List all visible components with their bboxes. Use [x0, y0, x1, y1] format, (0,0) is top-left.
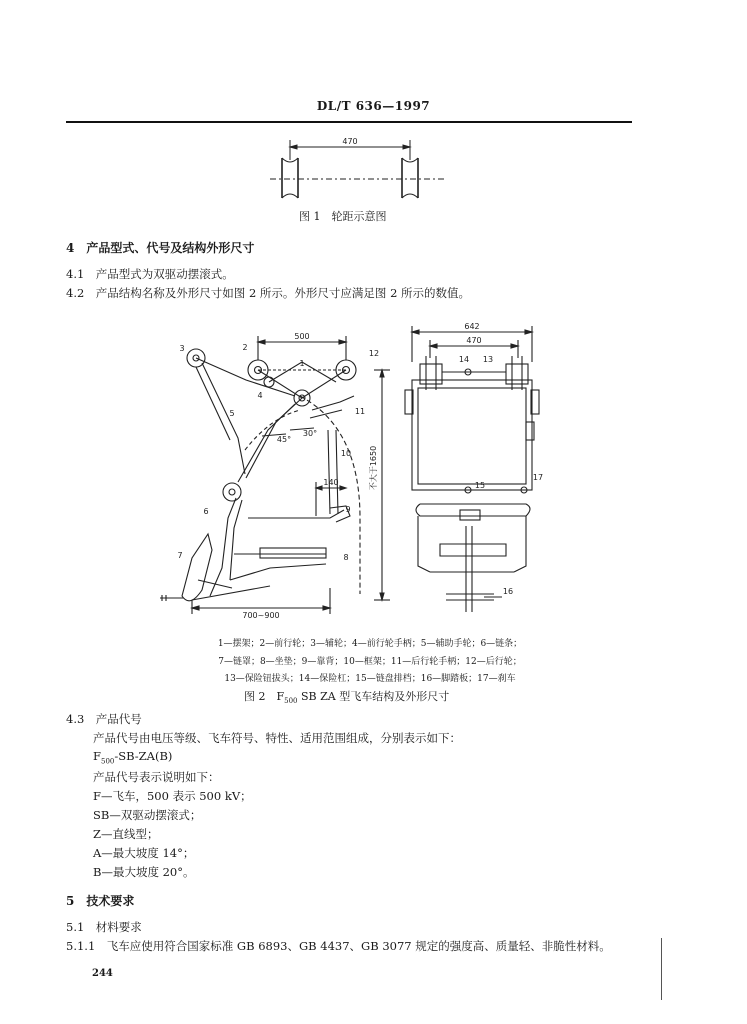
section5-heading: 5 技术要求: [66, 894, 135, 908]
callout-12: 12: [368, 349, 380, 358]
dim-45deg: 45°: [276, 435, 292, 444]
figure2-legend-line-1: 1—摆架；2—前行轮；3—辅轮；4—前行轮手柄；5—辅助手轮；6—链条；: [217, 639, 523, 649]
section4-3-heading: 4.3 产品代号: [66, 712, 142, 726]
callout-17: 17: [532, 473, 544, 482]
section4-3-line-7: B—最大坡度 20°。: [93, 865, 195, 879]
product-code-suffix: -SB-ZA(B): [114, 749, 173, 763]
figure2-legend-line-2: 7—链罩；8—坐垫；9—靠背；10—框架；11—后行轮手柄；12—后行轮；: [218, 657, 522, 667]
section4-1-text: 4.1 产品型式为双驱动摆滚式。: [66, 267, 234, 281]
callout-13: 13: [482, 355, 494, 364]
dim-140: 140: [323, 478, 339, 487]
callout-3: 3: [179, 344, 185, 353]
figure2-caption: [244, 688, 449, 705]
section4-3-line-5: Z—直线型；: [93, 827, 159, 841]
section4-heading: 4 产品型式、代号及结构外形尺寸: [66, 241, 255, 255]
callout-1: 1: [299, 359, 305, 368]
section4-3-line-4: SB—双驱动摆滚式；: [93, 808, 202, 822]
figure1-dimension-label: 470: [342, 137, 358, 146]
callout-15: 15: [474, 481, 486, 490]
page-header: DL/T 636—1997: [316, 99, 431, 113]
callout-5: 5: [229, 409, 235, 418]
callout-8: 8: [343, 553, 349, 562]
dim-642: 642: [464, 322, 480, 331]
figure2-structure-drawing: [150, 318, 560, 618]
section5-1-heading: 5.1 材料要求: [66, 920, 142, 934]
callout-10: 10: [340, 449, 352, 458]
callout-2: 2: [242, 343, 248, 352]
figure2-caption-suffix: SB ZA 型飞车结构及外形尺寸: [301, 690, 450, 703]
product-code: [93, 749, 172, 765]
product-code-sub: 500: [100, 757, 115, 766]
figure2-legend-line-3: 13—保险钮拔头；14—保险杠；15—链盘排档；16—脚踏板；17—刹车: [224, 674, 516, 684]
callout-7: 7: [177, 551, 183, 560]
section4-3-line-1: 产品代号由电压等级、飞车符号、特性、适用范围组成，分别表示如下：: [93, 731, 461, 745]
figure2-caption-prefix: 图 2 F: [244, 690, 285, 703]
callout-4: 4: [257, 391, 263, 400]
dim-470: 470: [466, 336, 482, 345]
page-number: 244: [92, 968, 113, 979]
callout-14: 14: [458, 355, 470, 364]
product-code-prefix: F: [93, 749, 101, 763]
section4-3-line-6: A—最大坡度 14°；: [93, 846, 195, 860]
callout-16: 16: [502, 587, 514, 596]
header-rule: [66, 121, 632, 123]
margin-rule: [661, 938, 662, 1000]
section5-1-1-text: 5.1.1 飞车应使用符合国家标准 GB 6893、GB 4437、GB 3077 规定的强度高、质量轻、非脆性材料。: [66, 939, 611, 953]
figure1-wheel-track-diagram: [270, 136, 446, 208]
figure2-caption-sub: 500: [284, 697, 298, 706]
dim-500: 500: [294, 332, 310, 341]
dim-1650: 不大于1650: [369, 445, 378, 491]
figure1-caption: 图 1 轮距示意图: [299, 210, 387, 223]
callout-9: 9: [345, 505, 351, 514]
dim-700-900: 700~900: [242, 611, 280, 618]
callout-11: 11: [354, 407, 366, 416]
callout-6: 6: [203, 507, 209, 516]
section4-3-line-2: 产品代号表示说明如下：: [93, 770, 220, 784]
section4-3-line-3: F—飞车，500 表示 500 kV；: [93, 789, 252, 803]
section4-2-text: 4.2 产品结构名称及外形尺寸如图 2 所示。外形尺寸应满足图 2 所示的数值。: [66, 286, 471, 300]
dim-30deg: 30°: [302, 429, 318, 438]
